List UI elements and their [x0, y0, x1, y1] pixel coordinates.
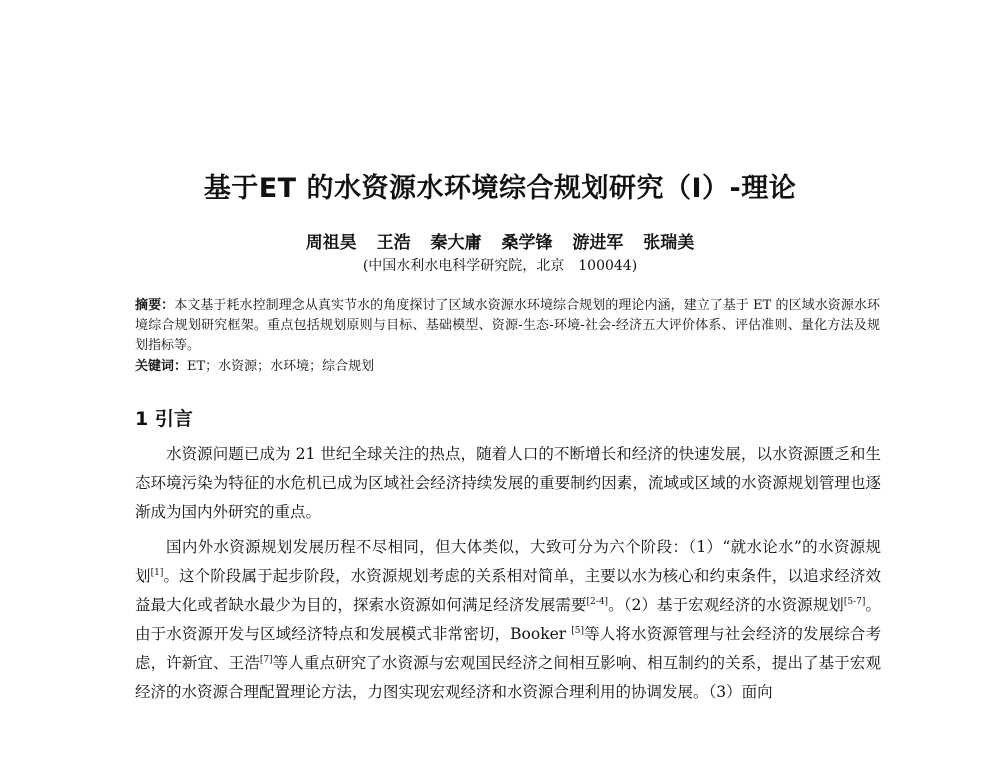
keywords-text: ET；水资源；水环境；综合规划 [187, 359, 375, 374]
author: 王浩 [376, 233, 411, 253]
citation-ref: [5] [571, 625, 584, 636]
citation-ref: [2-4] [586, 596, 609, 607]
author: 桑学锋 [501, 233, 553, 253]
author: 秦大庸 [430, 233, 482, 253]
paragraph-text: 。（2）基于宏观经济的水资源规划 [608, 596, 844, 614]
author-list [0, 228, 1000, 253]
abstract-label: 摘要： [135, 298, 175, 313]
affiliation: (中国水利水电科学研究院，北京 100044) [362, 258, 638, 274]
paragraph-text: 。由于水资源开发与区域经济特点和发展模式非常密切，Booker [135, 596, 881, 643]
section-heading: 1 引言 [135, 408, 193, 430]
author: 游进军 [572, 233, 624, 253]
paper-title: 基于ET 的水资源水环境综合规划研究（I）-理论 [203, 173, 797, 204]
citation-ref: [7] [259, 654, 273, 665]
paragraph: 水资源问题已成为 21 世纪全球关注的热点，随着人口的不断增长和经济的快速发展，以水资源匮乏和生态环境污染为特征的水危机已成为区域社会经济持续发展的重要制约因素，流域或区域的水资源规划管理也逐渐成为国内外研究的重点。 [135, 445, 881, 521]
keywords-label: 关键词： [135, 359, 188, 374]
paragraph [135, 533, 881, 707]
citation-ref: [1] [150, 567, 164, 578]
abstract-text: 本文基于耗水控制理念从真实节水的角度探讨了区域水资源水环境综合规划的理论内涵，建立了基于 ET 的区域水资源水环境综合规划研究框架。重点包括规划原则与目标、基础模型、资源-生态-环境-社会-经济五大评价体系、评估准则、量化方法及规划指标等。 [135, 298, 880, 353]
paragraph-text: 国内外水资源规划发展历程不尽相同，但大体类似，大致可分为六个阶段：（1）“就水论水”的水资源规划 [135, 538, 881, 585]
paragraph-text: 等人将水资源管理与社会经济的发展综合考虑，许新宜、王浩 [135, 625, 881, 672]
paragraph-text: 。这个阶段属于起步阶段，水资源规划考虑的关系相对简单，主要以水为核心和约束条件，以追求经济效益最大化或者缺水最少为目的，探索水资源如何满足经济发展需要 [135, 567, 881, 614]
body-text [135, 440, 881, 713]
paragraph-text: 等人重点研究了水资源与宏观国民经济之间相互影响、相互制约的关系，提出了基于宏观经济的水资源合理配置理论方法，力图实现宏观经济和水资源合理利用的协调发展。（3）面向 [135, 654, 881, 701]
abstract [135, 296, 880, 356]
citation-ref: [5-7] [843, 596, 866, 607]
author: 张瑞美 [643, 233, 695, 253]
keywords [135, 357, 880, 377]
author: 周祖昊 [305, 233, 357, 253]
